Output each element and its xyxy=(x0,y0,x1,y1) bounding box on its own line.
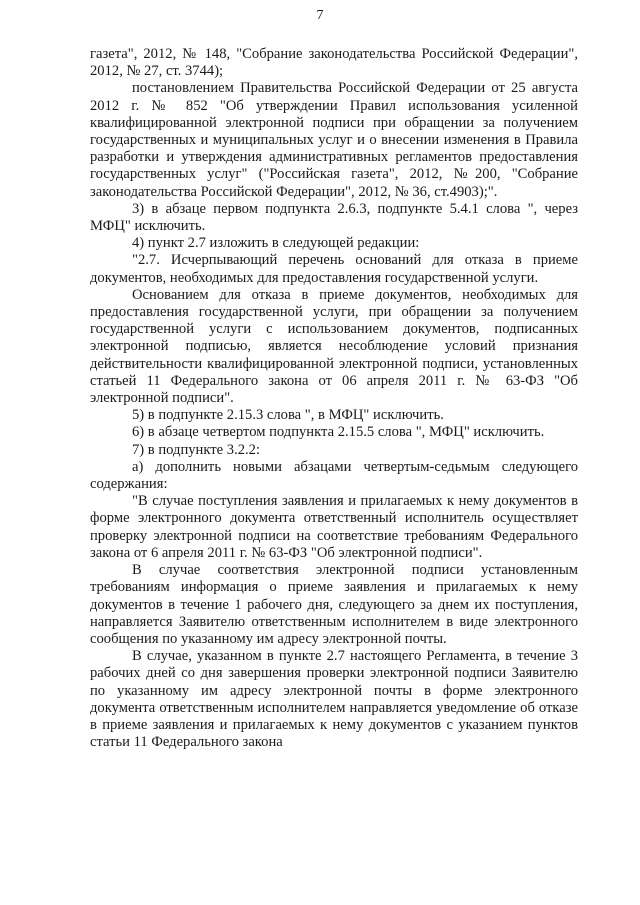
page-number: 7 xyxy=(316,8,324,23)
paragraph: постановлением Правительства Российской Федерации от 25 августа 2012 г. № 852 "Об утверждении Правил использования усиленной квалифицированной электронной подписи при обращении за получением государственных и муниципальных услуг и о внесении изменения в Правила разработки и утверждения административных регламентов предоставления государственных услуг" ("Российская газета", 2012, №200, "Собрание законодательства Российской Федерации", 2012, № 36, ст.4903);". xyxy=(90,80,578,200)
paragraph: газета", 2012, № 148, "Собрание законодательства Российской Федерации", 2012, № 27, ст. 3744); xyxy=(90,46,578,80)
paragraph: В случае соответствия электронной подписи установленным требованиям информация о приеме заявления и прилагаемых к нему документов в течение 1 рабочего дня, следующего за днем их поступления, направляется Заявителю ответственным исполнителем в виде электронного сообщения по указанному им адресу электронной почты. xyxy=(90,562,578,647)
paragraph: 3) в абзаце первом подпункта 2.6.3, подпункте 5.4.1 слова ", через МФЦ" исключить. xyxy=(90,200,578,235)
paragraph: В случае, указанном в пункте 2.7 настоящего Регламента, в течение 3 рабочих дней со дня завершения проверки электронной подписи Заявителю по указанному им адресу электронной почты в форме электронного документа ответственным исполнителем направляется уведомление об отказе в приеме заявления и прилагаемых к нему документов с указанием пунктов статьи 11 Федерального закона xyxy=(90,648,578,751)
paragraph: 6) в абзаце четвертом подпункта 2.15.5 слова ", МФЦ" исключить. xyxy=(132,424,545,441)
paragraph: а) дополнить новыми абзацами четвертым-седьмым следующего содержания: xyxy=(90,458,578,493)
paragraph: 7) в подпункте 3.2.2: xyxy=(132,441,261,458)
paragraph: Основанием для отказа в приеме документов, необходимых для предоставления государственной услуги, при обращении за получением государственной услуги с использованием документов, подписанных электронной подписью, является несоблюдение условий признания действительности квалифицированной электронной подписи, установленных статьей 11 Федерального закона от 06 апреля 2011 г. № 63-ФЗ "Об электронной подписи". xyxy=(90,286,578,407)
document-body xyxy=(90,46,578,751)
paragraph: 5) в подпункте 2.15.3 слова ", в МФЦ" исключить. xyxy=(132,407,444,424)
paragraph: "2.7. Исчерпывающий перечень оснований для отказа в приеме документов, необходимых для предоставления государственной услуги. xyxy=(90,252,578,286)
paragraph: "В случае поступления заявления и прилагаемых к нему документов в форме электронного документа ответственный исполнитель осуществляет проверку электронной подписи на соответствие требованиям Федерального закона от 6 апреля 2011 г. № 63-ФЗ "Об электронной подписи". xyxy=(90,493,578,561)
paragraph: 4) пункт 2.7 изложить в следующей редакции: xyxy=(132,235,420,252)
